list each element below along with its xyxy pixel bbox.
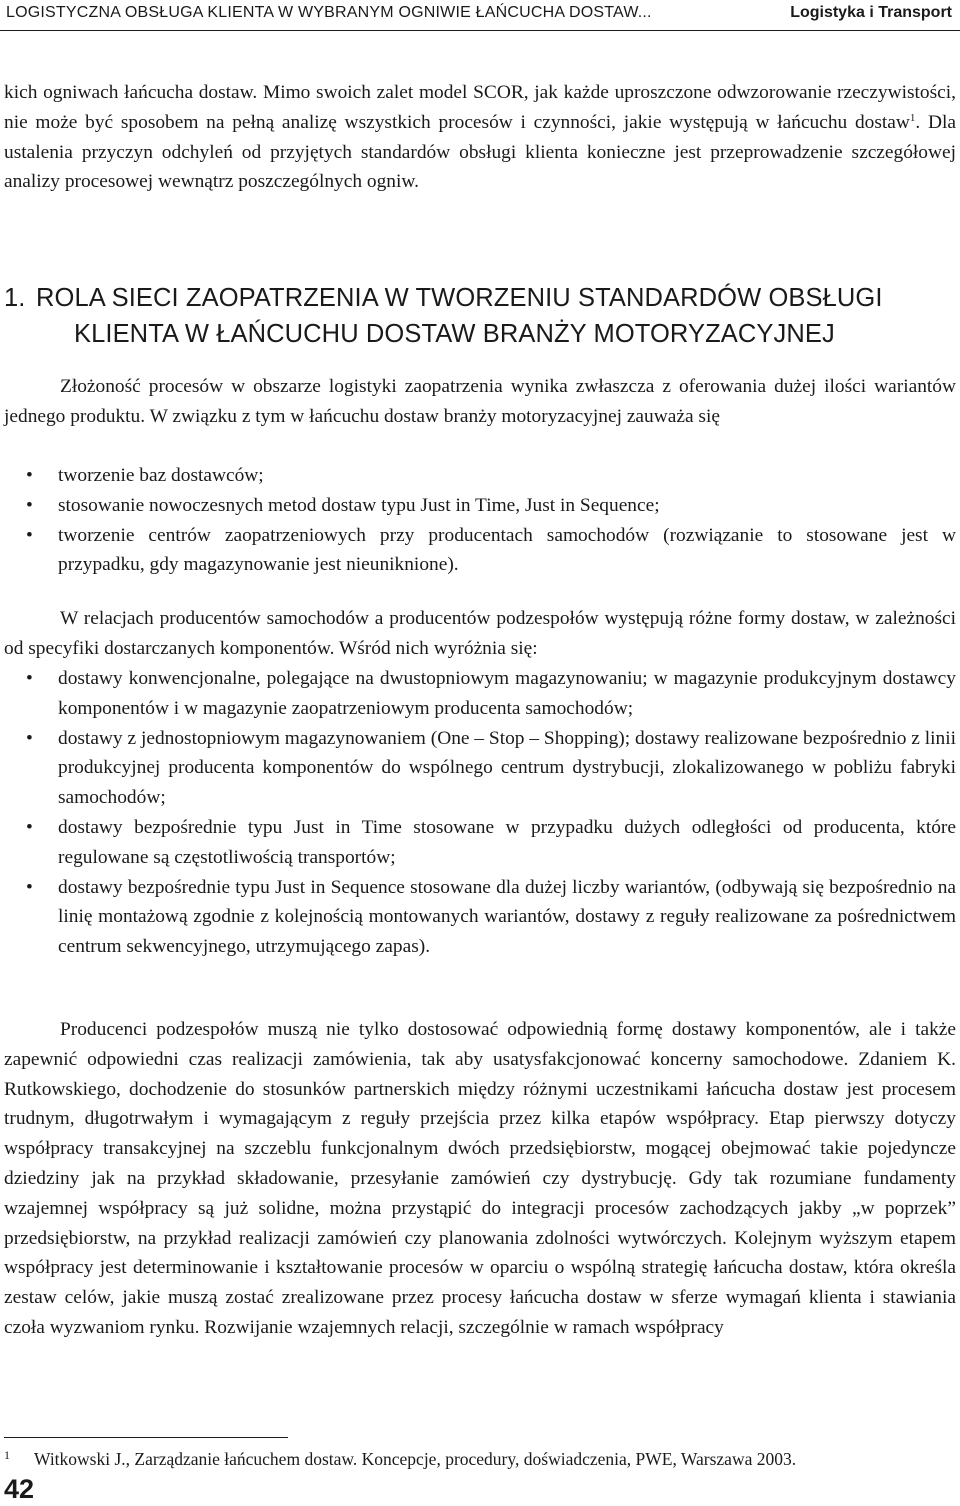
paragraph-3: Producenci podzespołów muszą nie tylko dostosować odpowiednią formę dostawy komponentów, ale i także zapewnić odpowiedni czas realizacji zamówienia, tak aby usatysfakcjonować koncerny samochodowe. Zdaniem K. Rutkowskiego, dochodzenie do stosunków partnerskich między różnymi uczestnikami łańcucha dostaw jest procesem trudnym, długotrwałym i wymagającym z reguły przejścia przez kilka etapów współpracy. Etap pierwszy dotyczy współpracy transakcyjnej na szczeblu funkcjonalnym dwóch przedsiębiorstw, mogącej obejmować takie pojedyncze dziedziny jak na przykład składowanie, przesyłanie zamówień czy dystrybucję. Gdy tak rozumiane fundamenty wzajemnej współpracy są już solidne, można przystąpić do integracji procesów zachodzących jakby „w poprzek” przedsiębiorstw, na przykład realizacji zamówień czy planowania zdolności wytwórczych. Kolejnym wyższym etapem współpracy jest determinowanie i kształtowanie procesów w oparciu o wspólną strategię łańcucha dostaw, która określa zestaw celów, jakie muszą zostać zrealizowane przez procesy łańcucha dostaw w sferze wymagań klienta i stawiania czoła wyzwaniom rynku. Rozwijanie wzajemnych relacji, szczególnie w ramach współpracy (4, 1019, 956, 1338)
list-delivery-forms (0, 664, 956, 962)
footnote-divider (4, 1437, 288, 1438)
section-number: 1. (4, 284, 26, 312)
section-title-line1: ROLA SIECI ZAOPATRZENIA W TWORZENIU STANDARDÓW OBSŁUGI (36, 284, 883, 312)
section-title-line2: KLIENTA W ŁAŃCUCHU DOSTAW BRANŻY MOTORYZACYJNEJ (74, 320, 835, 348)
intro-paragraph (4, 78, 956, 197)
list-item: • dostawy bezpośrednie typu Just in Sequence stosowane dla dużej liczby wariantów, (odbywają się bezpośrednio na linię montażową zgodnie z kolejnością montowanych wariantów, dostawy z reguły realizowane za pośrednictwem centrum sekwencyjnego, utrzymującego zapas). (0, 873, 956, 962)
footnote-number: 1 (4, 1448, 10, 1462)
bullet: • (26, 494, 33, 516)
bullet: • (26, 465, 33, 486)
footnote-text: Witkowski J., Zarządzanie łańcuchem dostaw. Koncepcje, procedury, doświadczenia, PWE, Warszawa 2003. (34, 1449, 797, 1469)
footnote-ref: 1 (909, 111, 916, 124)
running-header (0, 0, 960, 31)
bullet: • (26, 727, 33, 749)
page-number: 42 (4, 1474, 35, 1504)
header-title: LOGISTYCZNA OBSŁUGA KLIENTA W WYBRANYM OGNIWIE ŁAŃCUCHA DOSTAW... (6, 4, 652, 21)
bullet: • (26, 816, 33, 838)
list-item: • dostawy bezpośrednie typu Just in Time stosowane w przypadku dużych odległości od producenta, które regulowane są częstotliwością transportów; (0, 813, 956, 873)
paragraph-2: W relacjach producentów samochodów a producentów podzespołów występują różne formy dostaw, w zależności od specyfiki dostarczanych komponentów. Wśród nich wyróżnia się: (4, 608, 956, 659)
list-item: • dostawy z jednostopniowym magazynowaniem (One – Stop – Shopping); dostawy realizowane bezpośrednio z linii produkcyjnej producenta komponentów do wspólnego centrum dystrybucji, zlokalizowanego w pobliżu fabryki samochodów; (0, 724, 956, 813)
bullet: • (26, 876, 33, 898)
list-practices (0, 461, 956, 580)
bullet: • (26, 524, 33, 546)
header-journal: Logistyka i Transport (790, 4, 952, 21)
intro-text-b: . Dla ustalenia przyczyn odchyleń od przyjętych standardów obsługi klienta konieczne jest przeprowadzenie szczegółowej analizy procesowej wewnątrz poszczególnych ogniw. (4, 111, 956, 193)
list-item: • dostawy konwencjonalne, polegające na dwustopniowym magazynowaniu; w magazynie produkcyjnym dostawcy komponentów i w magazynie zaopatrzeniowym producenta samochodów; (0, 664, 956, 724)
list-item: • stosowanie nowoczesnych metod dostaw typu Just in Time, Just in Sequence; (0, 491, 956, 521)
intro-text-a: kich ogniwach łańcucha dostaw. Mimo swoich zalet model SCOR, jak każde uproszczone odwzorowanie rzeczywistości, nie może być sposobem na pełną analizę wszystkich procesów i czynności, jakie występują w łańcuchu dostaw (4, 82, 956, 133)
list-item: • tworzenie baz dostawców; (0, 461, 956, 491)
paragraph-1: Złożoność procesów w obszarze logistyki zaopatrzenia wynika zwłaszcza z oferowania dużej ilości wariantów jednego produktu. W związku z tym w łańcuchu dostaw branży motoryzacyjnej zauważa się (4, 376, 956, 427)
list-item: • tworzenie centrów zaopatrzeniowych przy producentach samochodów (rozwiązanie to stosowane jest w przypadku, gdy magazynowanie jest nieuniknione). (0, 521, 956, 581)
bullet: • (26, 668, 33, 689)
